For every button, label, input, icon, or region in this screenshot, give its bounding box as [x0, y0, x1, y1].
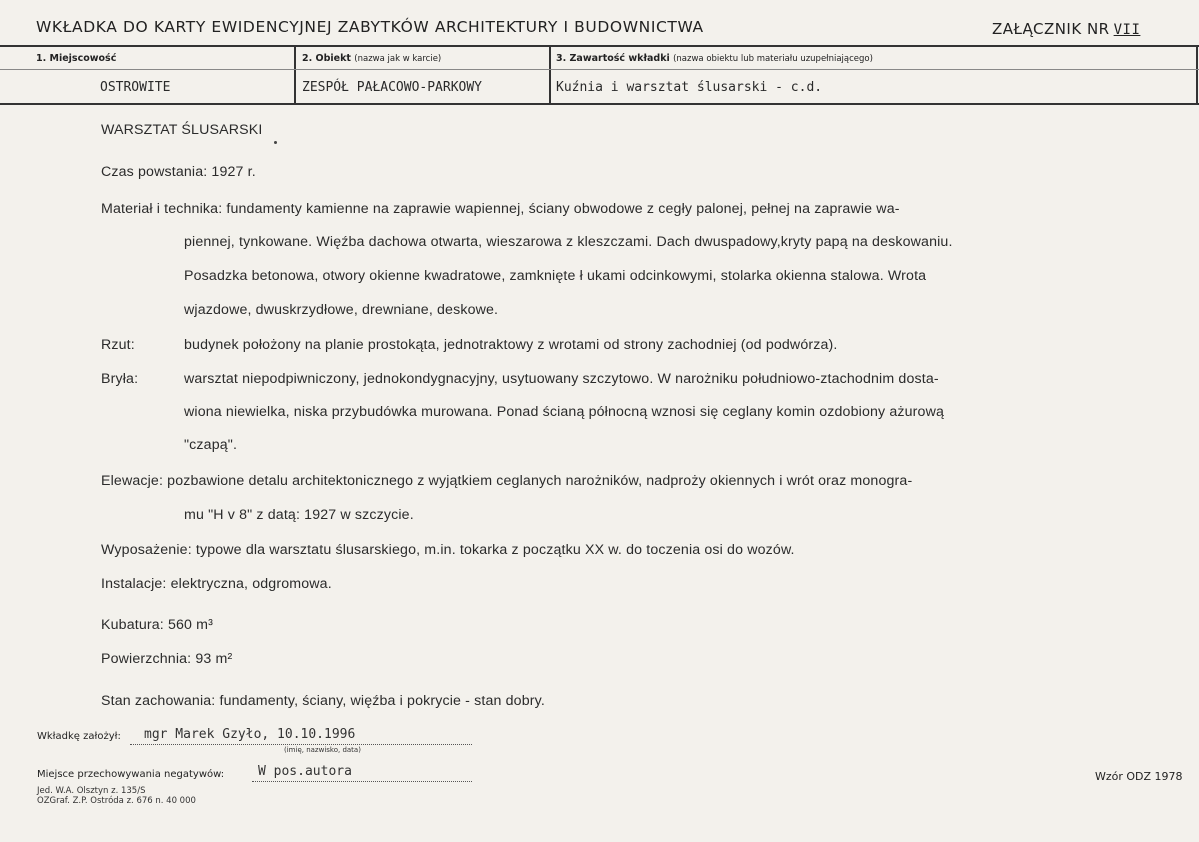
plan-label: Rzut:	[101, 337, 135, 353]
label-row-rule	[0, 69, 1199, 70]
construction-date: Czas powstania: 1927 r.	[101, 164, 256, 180]
storage-label: Miejsce przechowywania negatywów:	[37, 769, 225, 780]
object-value: ZESPÓŁ PAŁACOWO-PARKOWY	[302, 80, 483, 95]
massing-label: Bryła:	[101, 371, 139, 387]
attachment-label: ZAŁĄCZNIK NR	[992, 20, 1110, 38]
author-label: Wkładkę założył:	[37, 731, 121, 742]
material-line-4: wjazdowe, dwuskrzydłowe, drewniane, deskowe.	[184, 302, 499, 318]
massing-line-1: warsztat niepodpiwniczony, jednokondygnacyjny, usytuowany szczytowo. W narożniku południowo-ztachodnim dosta-	[184, 371, 939, 387]
installations-text: Instalacje: elektryczna, odgromowa.	[101, 576, 332, 592]
storage-dotted-line	[252, 781, 472, 782]
contents-hint: (nazwa obiektu lub materiału uzupełniającego)	[673, 54, 873, 64]
contents-label: 3. Zawartość wkładki	[556, 53, 670, 64]
column-divider-1	[294, 45, 296, 103]
massing-line-3: "czapą".	[184, 437, 238, 453]
column-label-place: 1. Miejscowość	[36, 53, 117, 64]
ink-speck	[274, 141, 277, 144]
column-label-contents	[556, 53, 873, 64]
elevations-line-1: Elewacje: pozbawione detalu architektonicznego z wyjątkiem ceglanych narożników, nadproży okiennych i wrót oraz monogra-	[101, 473, 913, 489]
plan-text: budynek położony na planie prostokąta, jednotraktowy z wrotami od strony zachodniej (od podwórza).	[184, 337, 838, 353]
material-line-3: Posadzka betonowa, otwory okienne kwadratowe, zamknięte ł ukami odcinkowymi, stolarka okienna stalowa. Wrota	[184, 268, 927, 284]
author-dotted-line	[130, 744, 472, 745]
material-line-1: Materiał i technika: fundamenty kamienne na zaprawie wapiennej, ściany obwodowe z cegły palonej, pełnej na zaprawie wa-	[101, 201, 900, 217]
elevations-line-2: mu "H v 8" z datą: 1927 w szczycie.	[184, 507, 414, 523]
massing-line-2: wiona niewielka, niska przybudówka murowana. Ponad ścianą północną wznosi się ceglany komin ozdobiony ażurową	[184, 404, 945, 420]
attachment-number-value: VII	[1113, 22, 1141, 38]
form-title: WKŁADKA DO KARTY EWIDENCYJNEJ ZABYTKÓW ARCHITEKTURY I BUDOWNICTWA	[36, 18, 704, 36]
author-value: mgr Marek Gzyło, 10.10.1996	[144, 727, 356, 742]
header-rule	[0, 45, 1199, 47]
place-value: OSTROWITE	[100, 80, 171, 95]
author-hint: (imię, nazwisko, data)	[284, 746, 361, 754]
storage-value: W pos.autora	[258, 764, 352, 779]
printer-note-2: OZGraf. Z.P. Ostróda z. 676 n. 40 000	[37, 796, 196, 806]
column-label-object	[302, 53, 441, 64]
form-code: Wzór ODZ 1978	[1095, 770, 1183, 783]
equipment-text: Wyposażenie: typowe dla warsztatu ślusarskiego, m.in. tokarka z początku XX w. do toczenia osi do wozów.	[101, 542, 795, 558]
column-divider-2	[549, 45, 551, 103]
contents-value: Kuźnia i warsztat ślusarski - c.d.	[556, 80, 823, 95]
area-text: Powierzchnia: 93 m²	[101, 651, 233, 667]
object-label: 2. Obiekt	[302, 53, 351, 64]
column-divider-right	[1196, 45, 1198, 103]
condition-text: Stan zachowania: fundamenty, ściany, więźba i pokrycie - stan dobry.	[101, 693, 545, 709]
material-line-2: piennej, tynkowane. Więźba dachowa otwarta, wieszarowa z kleszczami. Dach dwuspadowy,kryty papą na deskowaniu.	[184, 234, 953, 250]
object-hint: (nazwa jak w karcie)	[354, 54, 442, 64]
printer-note-1: Jed. W.A. Olsztyn z. 135/S	[37, 786, 146, 796]
attachment-number	[992, 20, 1140, 38]
section-heading: WARSZTAT ŚLUSARSKI	[101, 122, 263, 138]
columns-bottom-rule	[0, 103, 1199, 105]
volume-text: Kubatura: 560 m³	[101, 617, 214, 633]
